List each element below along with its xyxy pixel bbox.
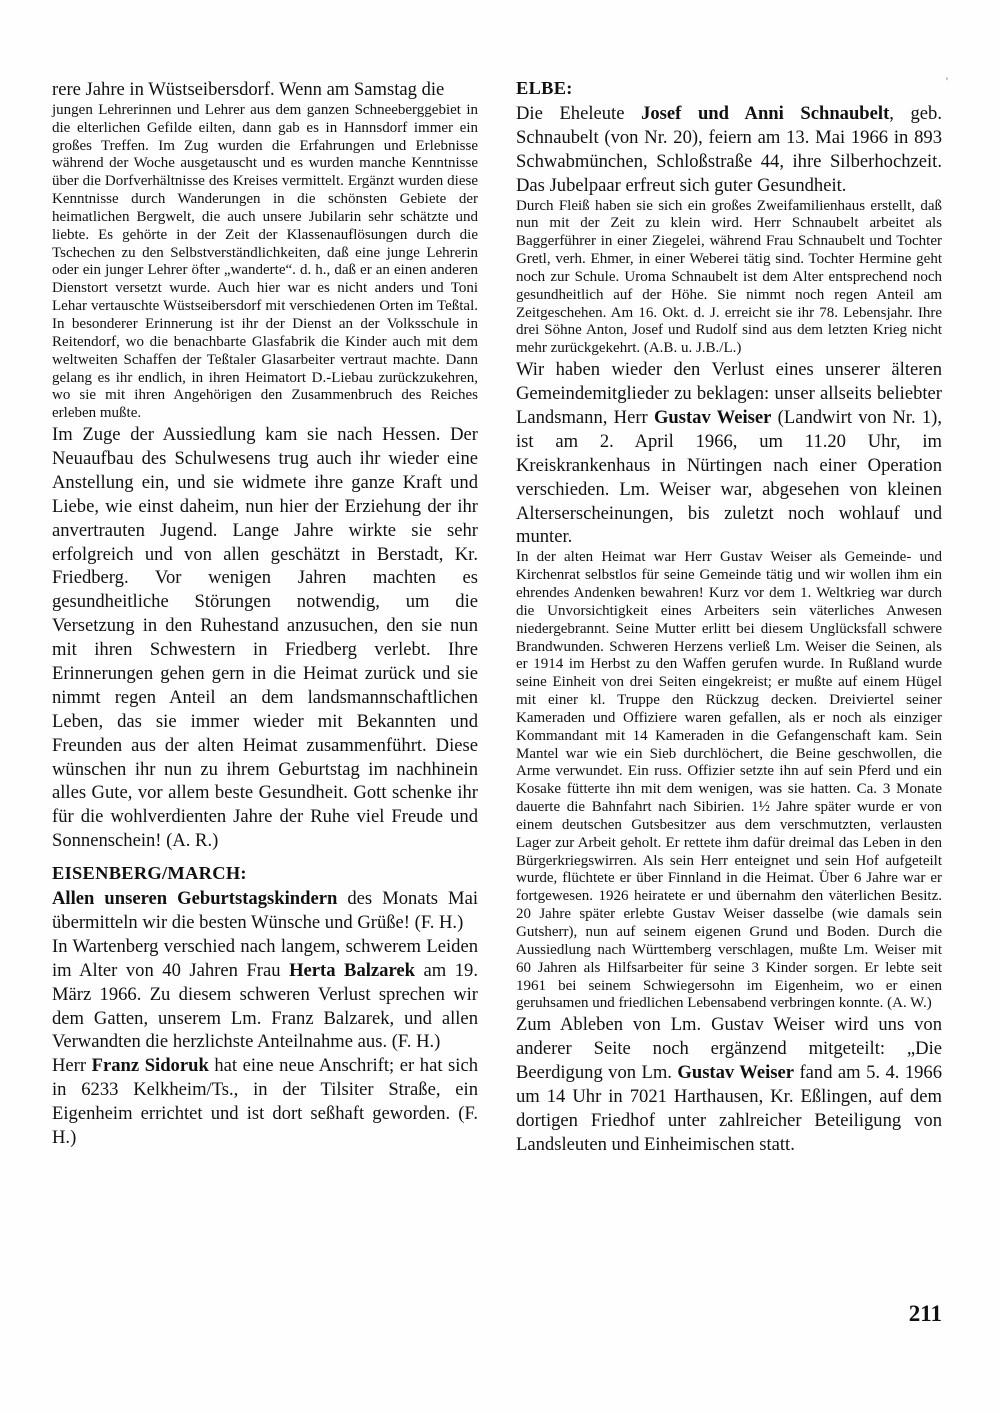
weiser-name: Gustav Weiser (653, 406, 772, 428)
paragraph-geburtstagskinder (52, 887, 478, 935)
geburtstagskinder-rest: des Monats Mai übermitteln wir die besten Wünsche und Grüße! (F. H.) (52, 888, 478, 933)
weiser-text-after: (Landwirt von Nr. 1), ist am 2. April 1966, um 11.20 Uhr, im Kreiskrankenhaus in Nürtingen nach einer Operation verschieden. Lm. Weiser war, abgesehen von kleinen Alterserscheinungen, bis zuletzt noch wohlauf und munter. (516, 406, 942, 548)
herta-text-after: am 19. März 1966. Zu diesem schweren Verlust sprechen wir dem Gatten, unserem Lm. Franz Balzarek, und allen Verwandten die herzlichste Anteilnahme aus. (F. H.) (52, 959, 478, 1053)
paragraph-continuation-opening: rere Jahre in Wüstseibersdorf. Wenn am Samstag die (52, 79, 445, 100)
closing-text-before: Zum Ableben von Lm. Gustav Weiser wird uns von anderer Seite noch ergänzend mitgeteilt: „Die Beerdigung von Lm. (516, 1014, 942, 1083)
page-number: 211 (908, 1301, 942, 1326)
paragraph-weiser-lebenslauf: In der alten Heimat war Herr Gustav Weiser als Gemeinde- und Kirchenrat selbstlos für seine Gemeinde tätig und wir wollen ihm ein ehrendes Andenken bewahren! Kurz vor dem 1. Weltkrieg war durch die Unvorsichtigkeit eines Arbeiters sein väterliches Anwesen niedergebrannt. Seine Mutter erlitt bei diesem Unglücksfall schwere Brandwunden. Schweren Herzens verließ Lm. Weiser die Seinen, als er 1914 im Herbst zu den Waffen gerufen wurde. In Rußland wurde seine Einheit von drei Seiten eingekreist; er mußte auf einem Hügel mit einer kl. Truppe den Rückzug decken. Dreiviertel seiner Kameraden und Offiziere waren gefallen, als er noch als einziger Kommandant mit 14 Kameraden in die Gefangenschaft kam. Sein Mantel war wie ein Sieb durchlöchert, die Beine geschwollen, die Arme verwundet. Ein russ. Offizier setzte ihn auf sein Pferd und ein Kosake fütterte ihn mit dem wenigen, was sie hatten. Ca. 3 Monate dauerte die Bahnfahrt nach Sibirien. 1½ Jahre später wurde er von einem deutschen Gutsbesitzer aus dem verschmutzten, verlausten Lager zur Arbeit geholt. Er rettete ihm dafür dreimal das Leben in den Bürgerkriegswirren. Als sein Herr enteignet und sein Hof aufgeteilt wurde, flüchtete er über Finnland in die Heimat. Über 6 Jahre war er fortgewesen. 1926 heiratete er und übernahm den väterlichen Besitz. 20 Jahre später erlebte Gustav Weiser dasselbe (wie damals sein Gutsherr), nun auf seinem eigenen Grund und Boden. Durch die Aussiedlung nach Württemberg verschlagen, mußte Lm. Weiser mit 60 Jahren als Hilfsarbeiter für seine 3 Kinder sorgen. Er lebte seit 1961 bei seinem Schwiegersohn im Eigenheim, wo er einen geruhsamen und friedlichen Lebensabend verbringen konnte. (A. W.) (516, 549, 942, 1012)
sidoruk-name: Franz Sidoruk (91, 1055, 209, 1077)
paragraph-aussiedlung: Im Zuge der Aussiedlung kam sie nach Hessen. Der Neuaufbau des Schulwesens trug auch ihr wieder eine Anstellung ein, und sie widmete ihre ganze Kraft und Liebe, wie einst daheim, nun hier der Erziehung der ihr anvertrauten Jugend. Lange Jahre wirkte sie sehr erfolgreich und von allen geschätzt in Berstadt, Kr. Friedberg. Vor wenigen Jahren machten es gesundheitliche Störungen notwendig, um die Versetzung in den Ruhestand anzusuchen, den sie nun mit ihren Schwestern in Friedberg verlebt. Ihre Erinnerungen gehen gern in die Heimat zurück und sie nimmt regen Anteil an dem landsmannschaftlichen Leben, das sie immer wieder mit Bekannten und Freunden aus der alten Heimat zusammenführt. Diese wünschen ihr nun zu ihrem Geburtstag im nachhinein alles Gute, vor allem beste Gesundheit. Gott schenke ihr für die wohlverdienten Jahre der Ruhe viel Freude und Sonnenschein! (A. R.) (52, 424, 478, 852)
two-column-layout (52, 78, 942, 1157)
paragraph-hannsdorf-details: jungen Lehrerinnen und Lehrer aus dem ganzen Schneeberggebiet in die elterlichen Gefilde eilten, dann gab es in Hannsdorf immer ein großes Treffen. Im Zug wurden die Erfahrungen und Erlebnisse während der Woche ausgetauscht und es wurden manche Kenntnisse über die Dorfverhältnisse des Kreises vermittelt. Ergänzt wurden diese Kenntnisse durch Wanderungen in die schönsten Gebiete der heimatlichen Bergwelt, die auch unsere Jubilarin sehr schätzte und liebte. Es gehörte in der Zeit der Klassenauflösungen durch die Tschechen zu den Selbstverständlichkeiten, daß eine junge Lehrerin oder ein junger Lehrer öfter „wanderte“. d. h., daß er an einen anderen Dienstort versetzt wurde. Auch hier war es nicht anders und Toni Lehar vertauschte Wüstseibersdorf mit verschiedenen Orten im Teßtal. In besonderer Erinnerung ist ihr der Dienst an der Volksschule in Reitendorf, wo die benachbarte Glasfabrik die Kinder auch mit dem weltweiten Schaffen der Teßtaler Glasarbeiter vertraut machte. Dann gelang es ihr endlich, in ihren Heimatort D.-Liebau zurückzukehren, wo sie mit ihren Angehörigen den Zusammenbruch des Reiches erleben mußte. (52, 101, 478, 422)
schnaubelt-names: Josef und Anni Schnaubelt (641, 103, 890, 124)
schnaubelt-text-after: , geb. Schnaubelt (von Nr. 20), feiern am 13. Mai 1966 in 893 Schwabmünchen, Schloßstraße 44, ihre Silberhochzeit. Das Jubelpaar erfreut sich guter Gesundheit. (516, 103, 943, 196)
sidoruk-text-before: Herr (52, 1055, 92, 1077)
paragraph-franz-sidoruk (52, 1054, 478, 1150)
herta-text-before: In Wartenberg verschied nach langem, schwerem Leiden im Alter von 40 Jahren Frau (52, 935, 478, 981)
sidoruk-text-after: hat eine neue Anschrift; er hat sich in 6233 Kelkheim/Ts., in der Tilsiter Straße, ein Eigenheim errichtet und ist dort seßhaft geworden. (F. H.) (52, 1055, 479, 1149)
paragraph-schnaubelt-details: Durch Fleiß haben sie sich ein großes Zweifamilienhaus erstellt, daß nun mit der Zeit zu klein wird. Herr Schnaubelt arbeitet als Baggerführer in einer Ziegelei, während Frau Schnaubelt und Tochter Gretl, verh. Ehmer, in einer Weberei tätig sind. Tochter Hermine geht noch zur Schule. Uroma Schnaubelt ist dem Alter entsprechend noch gesundheitlich auf der Höhe. Sie nimmt noch regen Anteil am Zeitgeschehen. Am 16. Okt. d. J. erreicht sie ihr 78. Lebensjahr. Ihre drei Söhne Anton, Josef und Rudolf sind aus dem letzten Krieg nicht mehr zurückgekehrt. (A.B. u. J.B./L.) (516, 197, 942, 357)
paragraph-weiser-beerdigung (516, 1013, 942, 1156)
closing-text-after: fand am 5. 4. 1966 um 14 Uhr in 7021 Harthausen, Kr. Eßlingen, auf dem dortigen Friedhof unter zahlreicher Beteiligung von Landsleuten und Einheimischen statt. (516, 1062, 943, 1155)
weiser-text-before: Wir haben wieder den Verlust eines unserer älteren Gemeindemitglieder zu beklagen: unser allseits beliebter Landsmann, Herr (516, 359, 942, 428)
paragraph-gustav-weiser-nachruf (516, 358, 942, 549)
schnaubelt-text-before: Die Eheleute (516, 103, 642, 124)
paragraph-schnaubelt-silberhochzeit (516, 102, 942, 198)
left-column (52, 78, 478, 1157)
section-heading-elbe: ELBE: (516, 78, 573, 98)
paragraph-herta-balzarek (52, 935, 478, 1054)
right-column (516, 78, 942, 1157)
section-heading-eisenberg: EISENBERG/MARCH: (52, 863, 247, 884)
corner-mark: ' (945, 74, 948, 88)
closing-name: Gustav Weiser (677, 1062, 795, 1083)
geburtstagskinder-bold: Allen unseren Geburtstagskindern (52, 888, 338, 910)
herta-name: Herta Balzarek (289, 959, 415, 981)
